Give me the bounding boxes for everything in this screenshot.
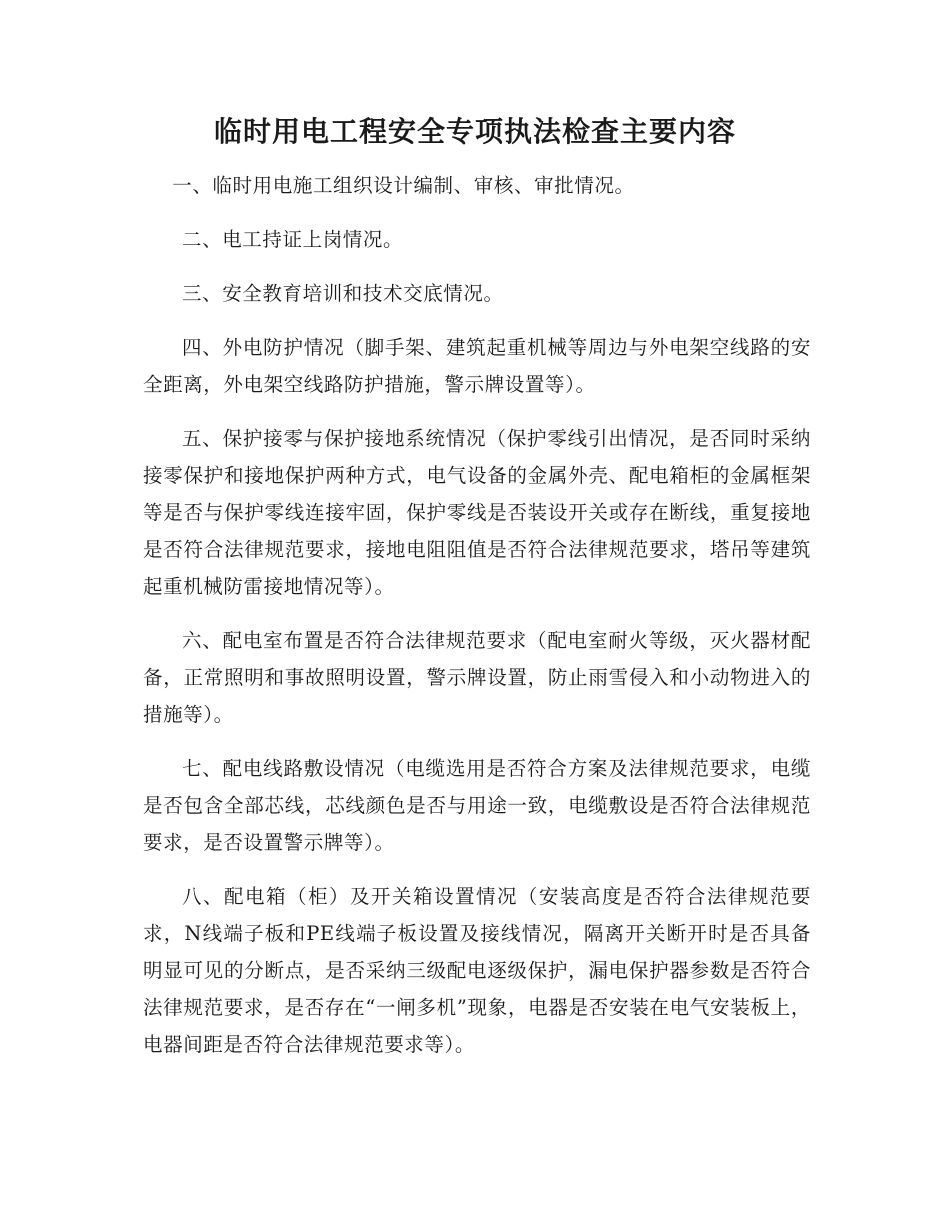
paragraph-3: 三、安全教育培训和技术交底情况。 <box>182 282 504 305</box>
paragraph-1: 一、临时用电施工组织设计编制、审核、审批情况。 <box>172 174 635 197</box>
paragraph-2: 二、电工持证上岗情况。 <box>182 228 404 251</box>
paragraph-5: 五、保护接零与保护接地系统情况（保护零线引出情况，是否同时采纳接零保护和接地保护两种方式，电气设备的金属外壳、配电箱柜的金属框架等是否与保护零线连接牢固，保护零线是否装设开关或存在断线，重复接地是否符合法律规范要求，接地电阻阻值是否符合法律规范要求，塔吊等建筑起重机械防雷接地情况等）。 <box>143 427 811 598</box>
paragraph-6: 六、配电室布置是否符合法律规范要求（配电室耐火等级，灭火器材配备，正常照明和事故照明设置，警示牌设置，防止雨雪侵入和小动物进入的措施等）。 <box>143 629 811 726</box>
document-body <box>143 167 811 1080</box>
paragraph-8: 八、配电箱（柜）及开关箱设置情况（安装高度是否符合法律规范要求，N线端子板和PE线端子板设置及接线情况，隔离开关断开时是否具备明显可见的分断点，是否采纳三级配电逐级保护，漏电保护器参数是否符合法律规范要求，是否存在“一闸多机”现象，电器是否安装在电气安装板上，电器间距是否符合法律规范要求等）。 <box>143 885 811 1056</box>
paragraph-4: 四、外电防护情况（脚手架、建筑起重机械等周边与外电架空线路的安全距离，外电架空线路防护措施，警示牌设置等）。 <box>143 336 811 396</box>
document-title: 临时用电工程安全专项执法检查主要内容 <box>213 115 736 148</box>
paragraph-7: 七、配电线路敷设情况（电缆选用是否符合方案及法律规范要求，电缆是否包含全部芯线，芯线颜色是否与用途一致，电缆敷设是否符合法律规范要求，是否设置警示牌等）。 <box>143 757 811 854</box>
